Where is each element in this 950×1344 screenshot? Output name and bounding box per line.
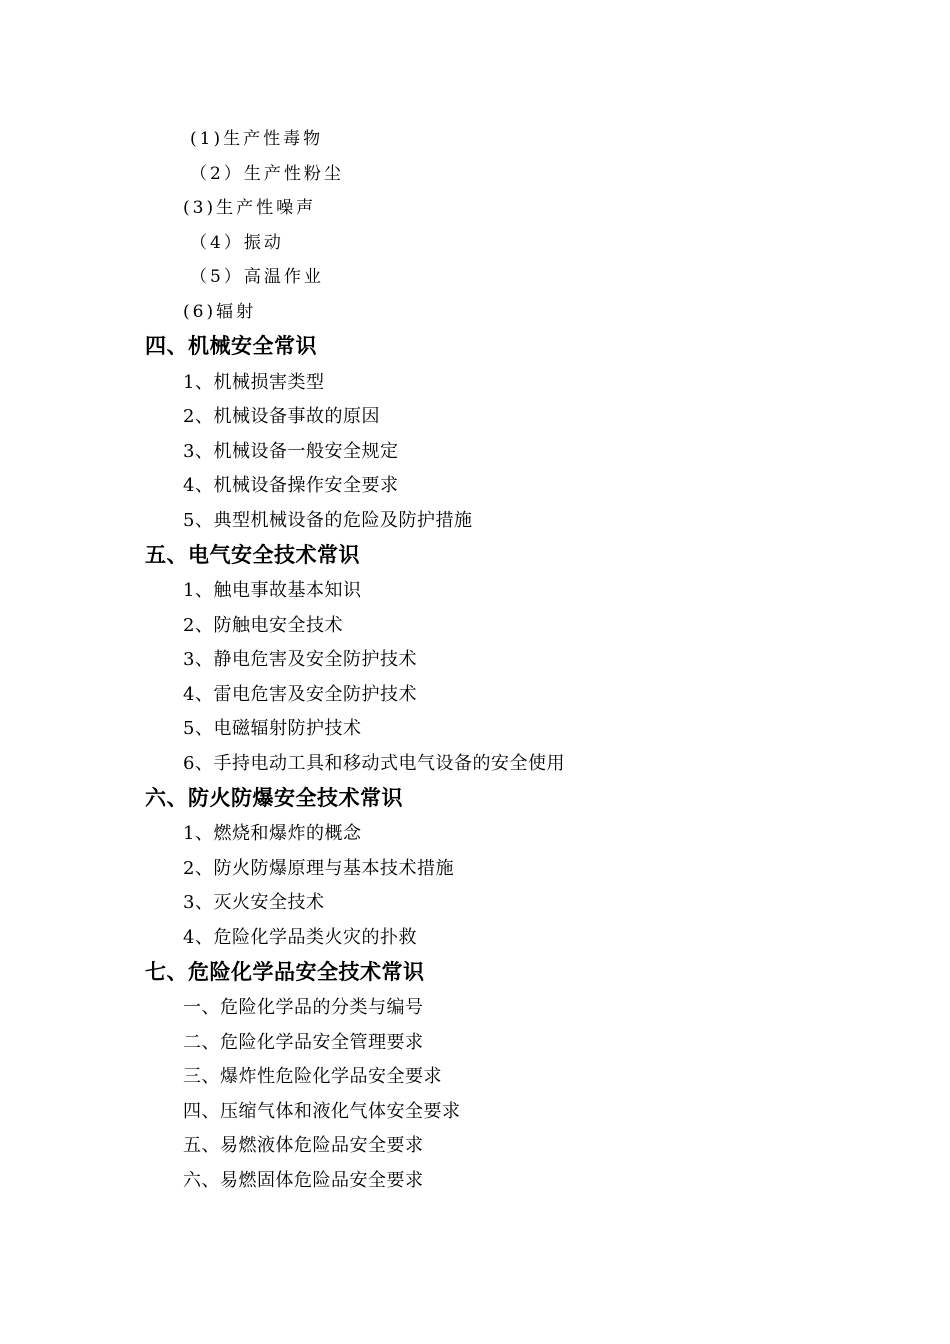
list-item: 4、危险化学品类火灾的扑救 — [183, 927, 417, 948]
list-item: 2、防触电安全技术 — [183, 615, 343, 636]
section-heading-chemicals: 七、危险化学品安全技术常识 — [145, 960, 425, 984]
list-item: 6、手持电动工具和移动式电气设备的安全使用 — [183, 753, 565, 774]
list-item: 1、燃烧和爆炸的概念 — [183, 823, 362, 844]
section-heading-electrical: 五、电气安全技术常识 — [145, 543, 360, 567]
health-item: (1)生产性毒物 — [190, 129, 324, 149]
list-item: 4、机械设备操作安全要求 — [183, 475, 399, 496]
list-item: 1、触电事故基本知识 — [183, 580, 362, 601]
list-item: 1、机械损害类型 — [183, 372, 325, 393]
section-heading-mechanical: 四、机械安全常识 — [145, 334, 317, 358]
list-item: 2、防火防爆原理与基本技术措施 — [183, 858, 454, 879]
list-item: 4、雷电危害及安全防护技术 — [183, 684, 417, 705]
health-item: (3)生产性噪声 — [183, 198, 317, 218]
section-heading-fire: 六、防火防爆安全技术常识 — [145, 786, 403, 810]
list-item: 二、危险化学品安全管理要求 — [183, 1032, 424, 1053]
list-item: 五、易燃液体危险品安全要求 — [183, 1135, 424, 1156]
health-item: (6)辐射 — [183, 302, 257, 322]
list-item: 2、机械设备事故的原因 — [183, 406, 380, 427]
list-item: 三、爆炸性危险化学品安全要求 — [183, 1066, 442, 1087]
list-item: 3、静电危害及安全防护技术 — [183, 649, 417, 670]
list-item: 3、机械设备一般安全规定 — [183, 441, 399, 462]
list-item: 5、电磁辐射防护技术 — [183, 718, 362, 739]
list-item: 3、灭火安全技术 — [183, 892, 325, 913]
health-item: （5）高温作业 — [190, 267, 324, 287]
health-item: （2）生产性粉尘 — [190, 164, 344, 184]
health-item: （4）振动 — [190, 233, 284, 253]
list-item: 5、典型机械设备的危险及防护措施 — [183, 510, 473, 531]
list-item: 六、易燃固体危险品安全要求 — [183, 1170, 424, 1191]
list-item: 四、压缩气体和液化气体安全要求 — [183, 1101, 461, 1122]
list-item: 一、危险化学品的分类与编号 — [183, 997, 424, 1018]
